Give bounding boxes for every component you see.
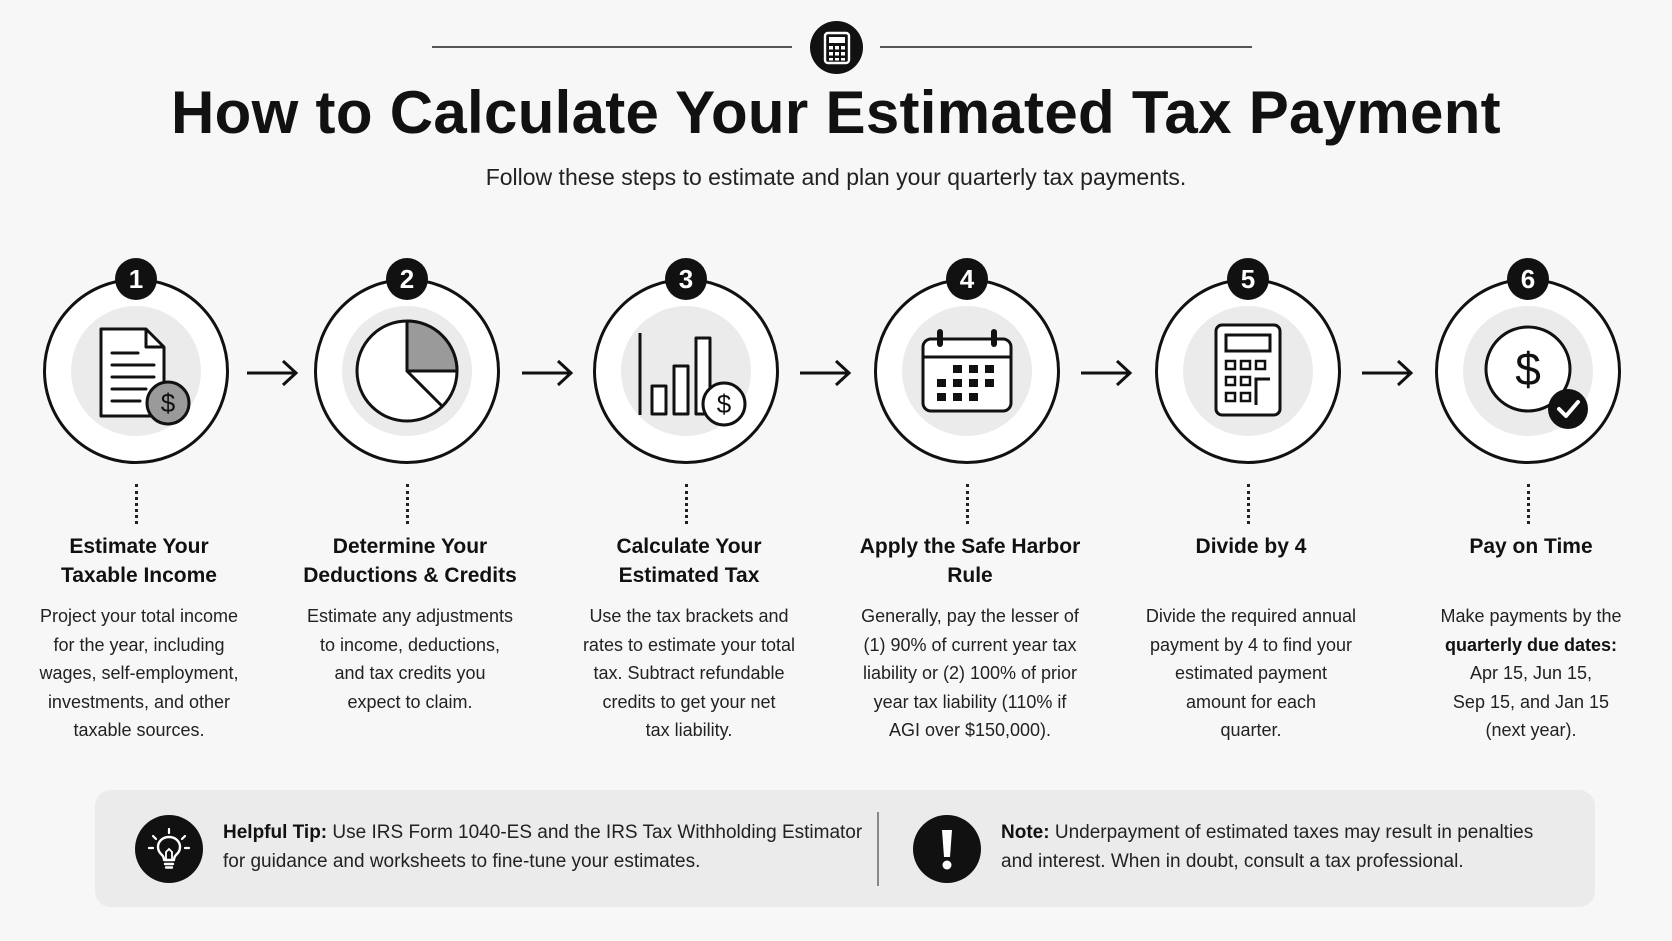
step-6-description: Make payments by the quarterly due dates: Apr 15, Jun 15, Sep 15, and Jan 15 (next year). xyxy=(1440,606,1622,740)
arrow-right-icon xyxy=(245,358,301,388)
step-1-connector xyxy=(135,484,138,524)
arrow-right-icon xyxy=(520,358,576,388)
step-4-number-badge: 4 xyxy=(946,258,988,300)
step-6-connector xyxy=(1527,484,1530,524)
tip-panel xyxy=(95,790,1595,907)
step-1-number-badge: 1 xyxy=(115,258,157,300)
step-2-connector xyxy=(406,484,409,524)
step-5-number-badge: 5 xyxy=(1227,258,1269,300)
arrow-right-icon xyxy=(1360,358,1416,388)
step-3-description: Use the tax brackets and rates to estimate your total tax. Subtract refundable credits to get your net tax liability. xyxy=(582,606,796,740)
calculator-icon xyxy=(1158,281,1338,461)
step-2-circle xyxy=(314,278,500,464)
step-5-description: Divide the required annual payment by 4 to find your estimated payment amount for each quarter. xyxy=(1145,606,1357,740)
step-4-circle xyxy=(874,278,1060,464)
step-1-description: Project your total income for the year, including wages, self-employment, investments, and other taxable sources. xyxy=(39,606,239,740)
step-3-number-badge: 3 xyxy=(665,258,707,300)
lightbulb-icon xyxy=(135,815,203,883)
calendar-icon xyxy=(877,281,1057,461)
document-dollar-icon xyxy=(46,281,226,461)
bar-chart-dollar-icon xyxy=(596,281,776,461)
step-2-title: Determine Your Deductions & Credits xyxy=(303,535,517,587)
tip-divider xyxy=(877,812,879,886)
step-1-circle xyxy=(43,278,229,464)
step-3-connector xyxy=(685,484,688,524)
step-2-number-badge: 2 xyxy=(386,258,428,300)
note-text: Note: Underpayment of estimated taxes may result in penalties and interest. When in doubt, consult a tax professional. xyxy=(1001,822,1534,872)
step-5-title: Divide by 4 xyxy=(1195,535,1307,558)
step-5-circle xyxy=(1155,278,1341,464)
arrow-right-icon xyxy=(1079,358,1135,388)
header-rule-right xyxy=(880,46,1252,48)
exclamation-icon xyxy=(913,815,981,883)
pie-chart-icon xyxy=(317,281,497,461)
page-title: How to Calculate Your Estimated Tax Payment xyxy=(171,79,1501,146)
step-5-connector xyxy=(1247,484,1250,524)
step-3-title: Calculate Your Estimated Tax xyxy=(616,535,762,587)
arrow-right-icon xyxy=(798,358,854,388)
helpful-tip-text: Helpful Tip: Use IRS Form 1040-ES and the IRS Tax Withholding Estimator for guidance and worksheets to fine-tune your estimates. xyxy=(223,822,863,872)
step-4-description: Generally, pay the lesser of (1) 90% of current year tax liability or (2) 100% of prior year tax liability (110% if AGI over $150,000). xyxy=(861,606,1079,740)
svg-text:$: $ xyxy=(716,389,732,419)
step-3-circle xyxy=(593,278,779,464)
step-1-title: Estimate Your Taxable Income xyxy=(60,535,217,587)
step-6-number-badge: 6 xyxy=(1507,258,1549,300)
dollar-check-icon xyxy=(1438,281,1618,461)
step-2-description: Estimate any adjustments to income, deductions, and tax credits you expect to claim. xyxy=(306,606,514,712)
step-6-circle xyxy=(1435,278,1621,464)
step-6-title: Pay on Time xyxy=(1469,535,1593,558)
svg-text:$: $ xyxy=(160,388,176,418)
page-subtitle: Follow these steps to estimate and plan your quarterly tax payments. xyxy=(485,164,1187,190)
calculator-icon xyxy=(810,21,863,74)
header-rule-left xyxy=(432,46,792,48)
step-4-title: Apply the Safe Harbor Rule xyxy=(859,535,1081,587)
svg-text:$: $ xyxy=(1515,343,1541,395)
step-4-connector xyxy=(966,484,969,524)
